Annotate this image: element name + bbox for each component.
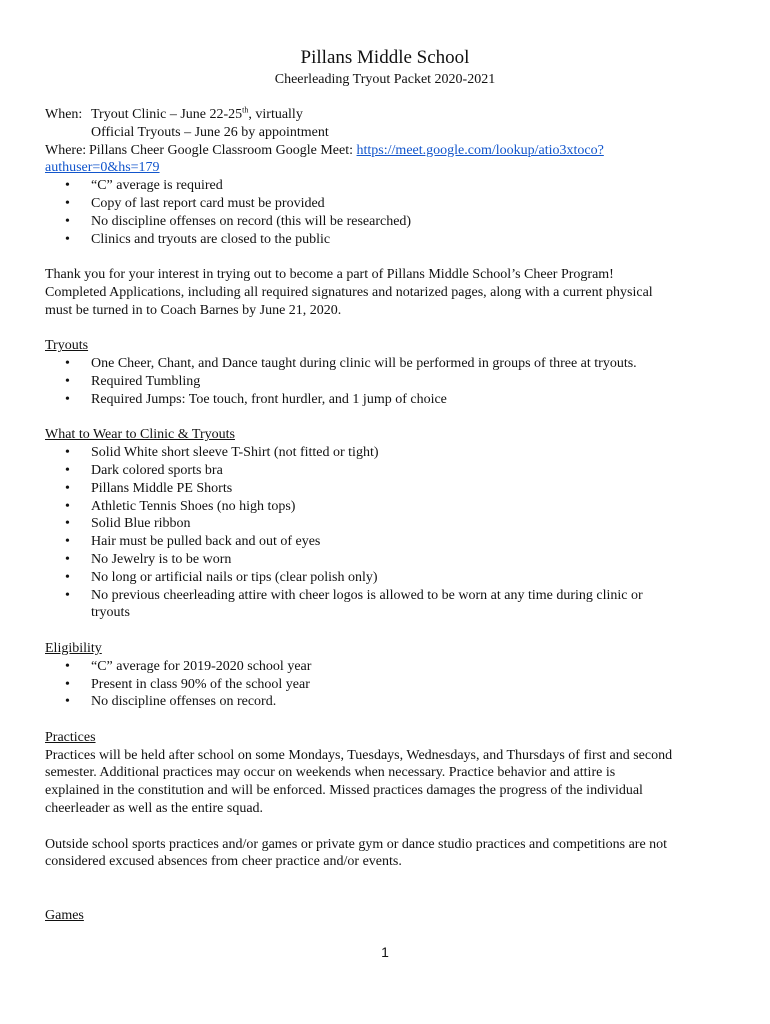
attire-list	[45, 444, 735, 622]
list-item: • Athletic Tennis Shoes (no high tops)	[45, 498, 735, 516]
where-description: Pillans Cheer Google Classroom Google Meet:	[89, 142, 357, 158]
paragraph-line: semester. Additional practices may occur on weekends when necessary. Practice behavior and attire is	[45, 765, 616, 781]
when-line	[45, 106, 735, 124]
tryouts-heading: Tryouts	[45, 338, 89, 354]
list-item	[45, 587, 735, 623]
list-item: • Required Jumps: Toe touch, front hurdler, and 1 jump of choice	[45, 391, 735, 409]
page-number: 1	[381, 944, 389, 960]
list-item: • No Jewelry is to be worn	[45, 551, 735, 569]
paragraph-line: Practices will be held after school on some Mondays, Tuesdays, Wednesdays, and Thursdays of first and second	[45, 747, 673, 763]
intro-paragraph	[45, 266, 735, 319]
list-item-line: tryouts	[91, 605, 130, 621]
spacer	[45, 622, 735, 640]
spacer	[45, 871, 735, 889]
practices-heading: Practices	[45, 729, 96, 745]
spacer	[45, 320, 735, 338]
when-official-tryouts: Official Tryouts – June 26 by appointment	[91, 124, 329, 140]
paragraph-line: cheerleader as well as the entire squad.	[45, 801, 264, 817]
document-body	[45, 106, 735, 925]
when-clinic	[91, 106, 303, 124]
paragraph-line: explained in the constitution and will be enforced. Missed practices damages the progress of the individual	[45, 783, 643, 799]
spacer	[45, 248, 735, 266]
list-item: • No discipline offenses on record.	[45, 693, 735, 711]
outside-activities-paragraph	[45, 836, 735, 872]
where-text	[89, 142, 604, 160]
where-link-continued	[45, 159, 735, 177]
tryouts-list	[45, 355, 735, 408]
spacer	[45, 409, 735, 427]
list-item: • Present in class 90% of the school year	[45, 676, 735, 694]
practices-paragraph	[45, 747, 735, 818]
paragraph-line: Outside school sports practices and/or games or private gym or dance studio practices and competitions are not	[45, 836, 668, 852]
where-line	[45, 142, 735, 160]
list-item: • Copy of last report card must be provided	[45, 195, 735, 213]
spacer	[45, 889, 735, 907]
google-meet-link-continued[interactable]: authuser=0&hs=179	[45, 160, 160, 176]
eligibility-list	[45, 658, 735, 711]
when-clinic-text: Tryout Clinic – June 22-25	[91, 107, 243, 122]
spacer	[45, 818, 735, 836]
google-meet-link[interactable]: https://meet.google.com/lookup/atio3xtoco?	[356, 142, 604, 158]
list-item: • “C” average is required	[45, 177, 735, 195]
paragraph-line: considered excused absences from cheer practice and/or events.	[45, 854, 402, 870]
list-item: • One Cheer, Chant, and Dance taught during clinic will be performed in groups of three at tryouts.	[45, 355, 735, 373]
requirements-list	[45, 177, 735, 248]
spacer	[45, 711, 735, 729]
where-label: Where:	[45, 142, 87, 158]
games-heading: Games	[45, 907, 84, 923]
document-subtitle: Cheerleading Tryout Packet 2020-2021	[274, 72, 496, 87]
intro-line: Completed Applications, including all required signatures and notarized pages, along with a current physical	[45, 284, 653, 300]
list-item: • Solid Blue ribbon	[45, 515, 735, 533]
list-item: • Clinics and tryouts are closed to the public	[45, 231, 735, 249]
when-label: When:	[45, 107, 83, 122]
list-item: • No discipline offenses on record (this will be researched)	[45, 213, 735, 231]
list-item: • Pillans Middle PE Shorts	[45, 480, 735, 498]
list-item: • Dark colored sports bra	[45, 462, 735, 480]
attire-heading: What to Wear to Clinic & Tryouts	[45, 427, 235, 443]
intro-line: must be turned in to Coach Barnes by June 21, 2020.	[45, 302, 342, 318]
list-item: • Required Tumbling	[45, 373, 735, 391]
list-item-line: • No previous cheerleading attire with cheer logos is allowed to be worn at any time during clinic or	[91, 587, 643, 603]
intro-line: Thank you for your interest in trying out to become a part of Pillans Middle School’s Cheer Program!	[45, 267, 614, 283]
list-item: • Hair must be pulled back and out of eyes	[45, 533, 735, 551]
list-item: • “C” average for 2019-2020 school year	[45, 658, 735, 676]
document-title: Pillans Middle School	[300, 47, 470, 68]
when-clinic-post: , virtually	[248, 107, 303, 122]
list-item: • No long or artificial nails or tips (clear polish only)	[45, 569, 735, 587]
list-item: • Solid White short sleeve T-Shirt (not fitted or tight)	[45, 444, 735, 462]
when-clinic-sup: th	[242, 105, 249, 115]
eligibility-heading: Eligibility	[45, 640, 102, 656]
